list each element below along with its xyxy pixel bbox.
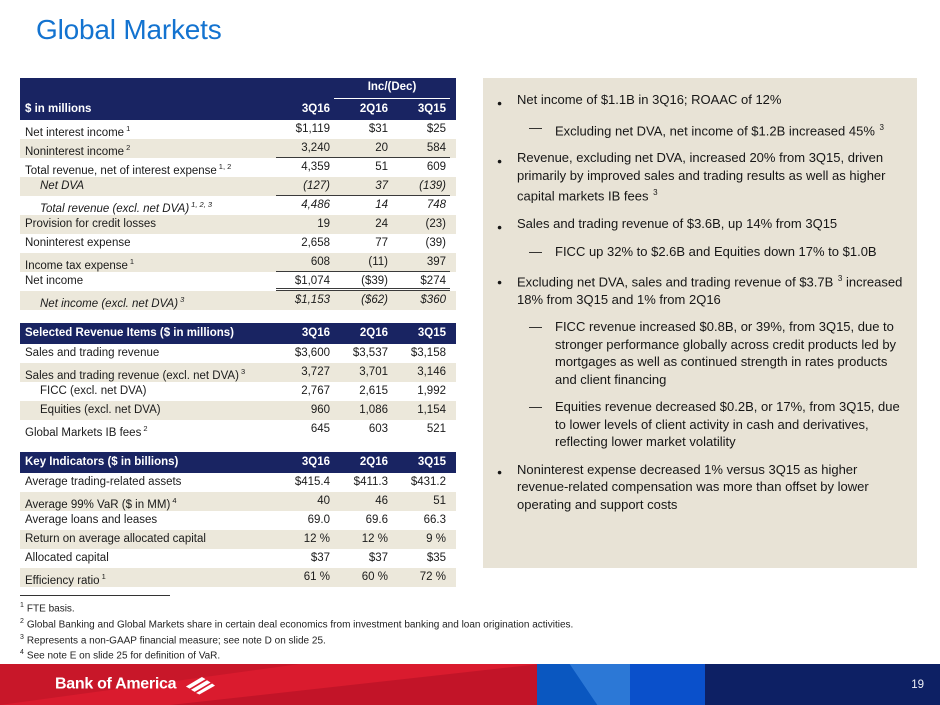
footnote-marker: 3: [879, 122, 884, 132]
value-cell: 51: [375, 161, 388, 173]
table-row: [20, 511, 456, 530]
value-cell: 521: [426, 423, 446, 435]
value-cell: 3,240: [276, 139, 334, 158]
row-label: Allocated capital: [25, 552, 109, 564]
span-header-gap: [276, 78, 334, 99]
value-cell: 19: [317, 218, 330, 230]
value-cell: 960: [310, 404, 330, 416]
footnote-marker: 4: [20, 649, 24, 657]
column-header: 3Q16: [301, 456, 330, 468]
table-row: [20, 344, 456, 363]
value-cell: 12 %: [361, 533, 388, 545]
footnote-marker: 1, 2: [218, 162, 232, 171]
row-label: Total revenue, net of interest expense $^{1, 2}$: [25, 162, 232, 177]
value-cell: 397: [392, 253, 450, 272]
value-cell: 2,767: [301, 385, 330, 397]
value-cell: 9 %: [426, 533, 446, 545]
table-row: [20, 253, 456, 272]
value-cell: (39): [425, 237, 446, 249]
highlights-panel: [483, 78, 917, 568]
table-header-row: [20, 323, 456, 344]
row-label: Return on average allocated capital: [25, 533, 206, 545]
table-row: [20, 177, 456, 196]
table-row: [20, 401, 456, 420]
bullet-dot-icon: ●: [497, 276, 503, 287]
value-cell: 14: [375, 199, 388, 211]
value-cell: $3,537: [352, 347, 388, 359]
bank-of-america-logo: [55, 675, 215, 694]
row-label: Net income (excl. net DVA) $^3$: [40, 295, 185, 310]
value-cell: 645: [310, 423, 330, 435]
key-indicators-table: [20, 452, 456, 587]
table-row: [20, 158, 456, 177]
column-header: 3Q15: [417, 327, 446, 339]
value-cell: 66.3: [423, 514, 446, 526]
table-header-row: [20, 452, 456, 473]
footnote-2: [20, 616, 573, 632]
value-cell: 608: [276, 253, 334, 272]
value-cell: 2,658: [301, 237, 330, 249]
value-cell: 51: [433, 495, 446, 507]
value-cell: 60 %: [361, 571, 388, 583]
footnote-text: Represents a non-GAAP financial measure; see note D on slide 25.: [26, 634, 326, 646]
value-cell: 3,701: [359, 366, 388, 378]
value-cell: 2,615: [359, 385, 388, 397]
bullet-dot-icon: ●: [497, 155, 503, 166]
table-row: [20, 473, 456, 492]
value-cell: $1,153: [294, 294, 330, 306]
footnote-marker: 3: [20, 633, 24, 641]
bullet-dash-icon: —: [529, 119, 542, 135]
value-cell: ($62): [361, 294, 388, 306]
table-row: [20, 492, 456, 511]
value-cell: $25: [426, 123, 446, 135]
span-header-label: Inc/(Dec): [334, 78, 450, 99]
column-header: 2Q16: [359, 327, 388, 339]
banner-royal-segment: [630, 664, 705, 705]
footnote-marker: 4: [172, 496, 177, 505]
footnote-marker: 1: [20, 602, 24, 609]
value-cell: 40: [317, 495, 330, 507]
table-row: [20, 139, 456, 158]
tables-region: [20, 78, 456, 600]
banner-navy-segment: [705, 664, 940, 705]
sub-bullet-item: — Excluding net DVA, net income of $1.2B increased 45% $^3$: [529, 119, 884, 138]
sub-bullet-item: — FICC revenue increased $0.8B, or 39%, from 3Q15, due to stronger performance globally across credit products led by mortgages as well as continued strength in rates products and client financing: [529, 319, 897, 387]
banner-blue-segment: [537, 664, 630, 705]
footnote-marker: 1: [129, 257, 135, 266]
row-label: Net interest income $^1$: [25, 124, 131, 139]
value-cell: $274: [392, 272, 450, 291]
sub-bullet-item: — Equities revenue decreased $0.2B, or 17%, from 3Q15, due to lower levels of client activity in cash and derivatives, reflecting lower market volatility: [529, 399, 900, 450]
footnote-divider: [20, 595, 170, 596]
bank-of-america-flag-icon: [183, 675, 215, 694]
footnotes: [20, 595, 573, 663]
footnote-1: [20, 600, 573, 616]
footnote-text: FTE basis.: [26, 603, 75, 615]
footnote-marker: 1: [126, 124, 131, 133]
income-statement-table: [20, 78, 456, 310]
value-cell: $31: [368, 123, 388, 135]
bullet-list: [483, 78, 917, 513]
table-header-label: $ in millions: [25, 103, 92, 115]
table-header-label: Key Indicators ($ in billions): [25, 456, 179, 468]
bullet-dot-icon: ●: [497, 221, 503, 232]
footnote-marker: 3: [653, 188, 658, 198]
value-cell: 603: [368, 423, 388, 435]
value-cell: $415.4: [294, 476, 330, 488]
bullet-dash-icon: —: [529, 319, 542, 335]
table-header-row: [20, 99, 456, 120]
bullet-item: ● Revenue, excluding net DVA, increased 20% from 3Q15, driven primarily by improved sales and trading results as well as higher capital markets IB fees $^3$: [497, 150, 886, 204]
table-row: [20, 120, 456, 139]
value-cell: (23): [425, 218, 446, 230]
row-label: Average loans and leases: [25, 514, 158, 526]
column-header: 3Q15: [417, 456, 446, 468]
footnote-marker: 2: [143, 424, 148, 433]
page-title: Global Markets: [36, 14, 222, 45]
row-label: FICC (excl. net DVA): [40, 385, 147, 397]
footnote-marker: 3: [240, 367, 246, 376]
span-header-spacer: [20, 78, 276, 99]
row-label: Average 99% VaR ($ in MM) $^4$: [25, 496, 177, 511]
column-header: 3Q15: [417, 103, 446, 115]
value-cell: 3,727: [301, 366, 330, 378]
value-cell: 77: [375, 237, 388, 249]
value-cell: (127): [276, 177, 334, 196]
value-cell: 12 %: [303, 533, 330, 545]
row-label: Average trading-related assets: [25, 476, 182, 488]
value-cell: 37: [334, 177, 392, 196]
row-label: Noninterest expense: [25, 237, 131, 249]
value-cell: $3,158: [410, 347, 446, 359]
row-label: Sales and trading revenue: [25, 347, 160, 359]
value-cell: $37: [310, 552, 330, 564]
row-label: Global Markets IB fees $^2$: [25, 424, 148, 439]
footer-banner: [0, 664, 940, 705]
footnote-marker: 3: [837, 274, 843, 284]
value-cell: 1,154: [417, 404, 446, 416]
footnote-marker: 3: [180, 295, 185, 304]
footnote-text: Global Banking and Global Markets share in certain deal economics from investment banking and loan origination activities.: [26, 619, 574, 631]
table-row: [20, 530, 456, 549]
column-header: 3Q16: [301, 327, 330, 339]
footnote-marker: 1, 2, 3: [191, 200, 213, 209]
table-row: [20, 291, 456, 310]
value-cell: $431.2: [410, 476, 446, 488]
value-cell: $37: [368, 552, 388, 564]
footnote-3: [20, 632, 573, 648]
row-label: Total revenue (excl. net DVA) $^{1, 2, 3}$: [40, 200, 213, 215]
value-cell: 1,086: [359, 404, 388, 416]
value-cell: $1,119: [295, 123, 330, 135]
table-row: [20, 272, 456, 291]
table-row: [20, 363, 456, 382]
value-cell: $3,600: [294, 347, 330, 359]
value-cell: 20: [334, 139, 392, 158]
row-label: Equities (excl. net DVA): [40, 404, 161, 416]
selected-revenue-items-table: [20, 323, 456, 439]
value-cell: 4,359: [301, 161, 330, 173]
value-cell: $411.3: [353, 476, 388, 488]
value-cell: $360: [420, 294, 446, 306]
bullet-item: ● Sales and trading revenue of $3.6B, up 14% from 3Q15: [483, 215, 903, 233]
column-header: 2Q16: [359, 103, 388, 115]
value-cell: 46: [375, 495, 388, 507]
page-number: 19: [911, 678, 924, 691]
row-label: Sales and trading revenue (excl. net DVA) $^3$: [25, 367, 246, 382]
bullet-dash-icon: —: [529, 399, 542, 415]
row-label: Efficiency ratio $^1$: [25, 572, 106, 587]
footnote-marker: 1: [101, 572, 106, 581]
value-cell: 24: [375, 218, 388, 230]
value-cell: 69.0: [307, 514, 330, 526]
table-row: [20, 234, 456, 253]
footnote-marker: 2: [126, 143, 131, 152]
column-header: 3Q16: [301, 103, 330, 115]
table-row: [20, 215, 456, 234]
value-cell: 609: [426, 161, 446, 173]
bullet-item: ● Excluding net DVA, sales and trading revenue of $3.7B $^3$ increased 18% from 3Q15 and 1% from 2Q16: [497, 274, 903, 307]
value-cell: 748: [426, 199, 446, 211]
bullet-item: ● Net income of $1.1B in 3Q16; ROAAC of 12%: [483, 91, 903, 109]
row-label: Income tax expense $^1$: [25, 257, 135, 272]
row-label: Net DVA: [40, 180, 85, 192]
value-cell: (11): [334, 253, 392, 272]
footnote-marker: 2: [20, 617, 24, 625]
banner-red-segment: [0, 664, 537, 705]
value-cell: 69.6: [365, 514, 388, 526]
value-cell: 72 %: [419, 571, 446, 583]
table-row: [20, 549, 456, 568]
table-span-header-row: [20, 78, 456, 99]
sub-bullet-item: — FICC up 32% to $2.6B and Equities down 17% to $1.0B: [529, 243, 877, 259]
column-header: 2Q16: [359, 456, 388, 468]
value-cell: 1,992: [417, 385, 446, 397]
row-label: Noninterest income $^2$: [25, 143, 131, 158]
footnote-text: See note E on slide 25 for definition of VaR.: [26, 650, 221, 662]
bullet-dot-icon: ●: [497, 97, 503, 108]
table-header-label: Selected Revenue Items ($ in millions): [25, 327, 234, 339]
footnote-4: [20, 647, 573, 663]
table-row: [20, 196, 456, 215]
bullet-item: ● Noninterest expense decreased 1% versus 3Q15 as higher revenue-related compensation was more than offset by lower operating and support costs: [497, 461, 869, 512]
value-cell: 584: [392, 139, 450, 158]
row-label: Provision for credit losses: [25, 218, 157, 230]
bank-of-america-wordmark: Bank of America: [55, 675, 177, 693]
value-cell: $1,074: [276, 272, 334, 291]
table-row: [20, 568, 456, 587]
bullet-dot-icon: ●: [497, 467, 503, 478]
table-row: [20, 382, 456, 401]
value-cell: (139): [392, 177, 450, 196]
bullet-dash-icon: —: [529, 243, 542, 259]
table-row: [20, 420, 456, 439]
value-cell: 61 %: [303, 571, 330, 583]
row-label: Net income: [25, 275, 84, 287]
value-cell: $35: [426, 552, 446, 564]
value-cell: 3,146: [417, 366, 446, 378]
value-cell: 4,486: [301, 199, 330, 211]
value-cell: ($39): [334, 272, 392, 291]
